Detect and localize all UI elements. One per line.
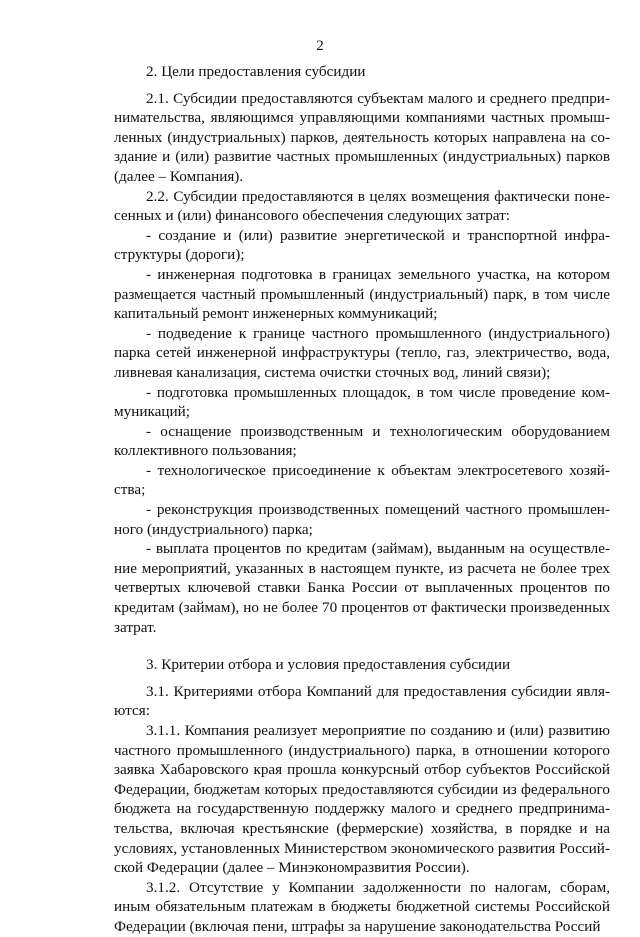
list-item: - выплата процентов по кредитам (займам), выданным на осуществление мероприятий, указанных в настоящем пункте, из расчета не более трех четвертых ключевой ставки Банка России от выплаченных процентов по кредитам (займам), но не более 70 процентов от фактически произведенных затрат.	[114, 540, 610, 636]
paragraph-2-2: 2.2. Субсидии предоставляются в целях возмещения фактически понесенных и (или) финансового обеспечения следующих затрат:	[114, 187, 610, 225]
list-item: - создание и (или) развитие энергетической и транспортной инфраструктуры (дороги);	[114, 226, 610, 264]
document-body	[114, 62, 610, 937]
paragraph-3-1: 3.1. Критериями отбора Компаний для предоставления субсидии являются:	[114, 682, 610, 720]
paragraph-2-1: 2.1. Субсидии предоставляются субъектам малого и среднего предпринимательства, являющимся управляющими компаниями частных промышленных (индустриальных) парков, деятельность которых направлена на создание и (или) развитие частных промышленных (индустриальных) парков (далее – Компания).	[114, 89, 610, 185]
list-item: - инженерная подготовка в границах земельного участка, на котором размещается частный промышленный (индустриальный) парк, в том числе капитальный ремонт инженерных коммуникаций;	[114, 265, 610, 323]
section-2-heading: 2. Цели предоставления субсидии	[146, 63, 366, 80]
list-item: - реконструкция производственных помещений частного промышленного (индустриального) парка;	[114, 501, 610, 538]
list-item: - подведение к границе частного промышленного (индустриального) парка сетей инженерной инфраструктуры (тепло, газ, электричество, вода, ливневая канализация, система очистки сточных вод, линий связи);	[114, 324, 610, 381]
paragraph-3-1-1: 3.1.1. Компания реализует мероприятие по созданию и (или) развитию частного промышленного (индустриального) парка, в отношении которого заявка Хабаровского края прошла конкурсный отбор субъектов Российской Федерации, бюджетам которых предоставляются субсидии из федерального бюджета на государственную поддержку малого и среднего предпринимательства, включая крестьянские (фермерские) хозяйства, в порядке и на условиях, установленных Министерством экономического развития Российской Федерации (далее – Минэкономразвития России).	[114, 722, 610, 877]
paragraph-3-1-2: 3.1.2. Отсутствие у Компании задолженности по налогам, сборам, иным обязательным платежам в бюджеты бюджетной системы Российской Федерации (включая пени, штрафы за нарушение законодательства Россий	[114, 878, 610, 935]
list-item: - оснащение производственным и технологическим оборудованием коллективного пользования;	[114, 422, 610, 460]
section-3-heading: 3. Критерии отбора и условия предоставления субсидии	[146, 656, 511, 674]
list-item: - подготовка промышленных площадок, в том числе проведение коммуникаций;	[114, 383, 610, 421]
list-item: - технологическое присоединение к объектам электросетевого хозяйства;	[114, 461, 610, 499]
page-number: 2	[316, 38, 324, 54]
